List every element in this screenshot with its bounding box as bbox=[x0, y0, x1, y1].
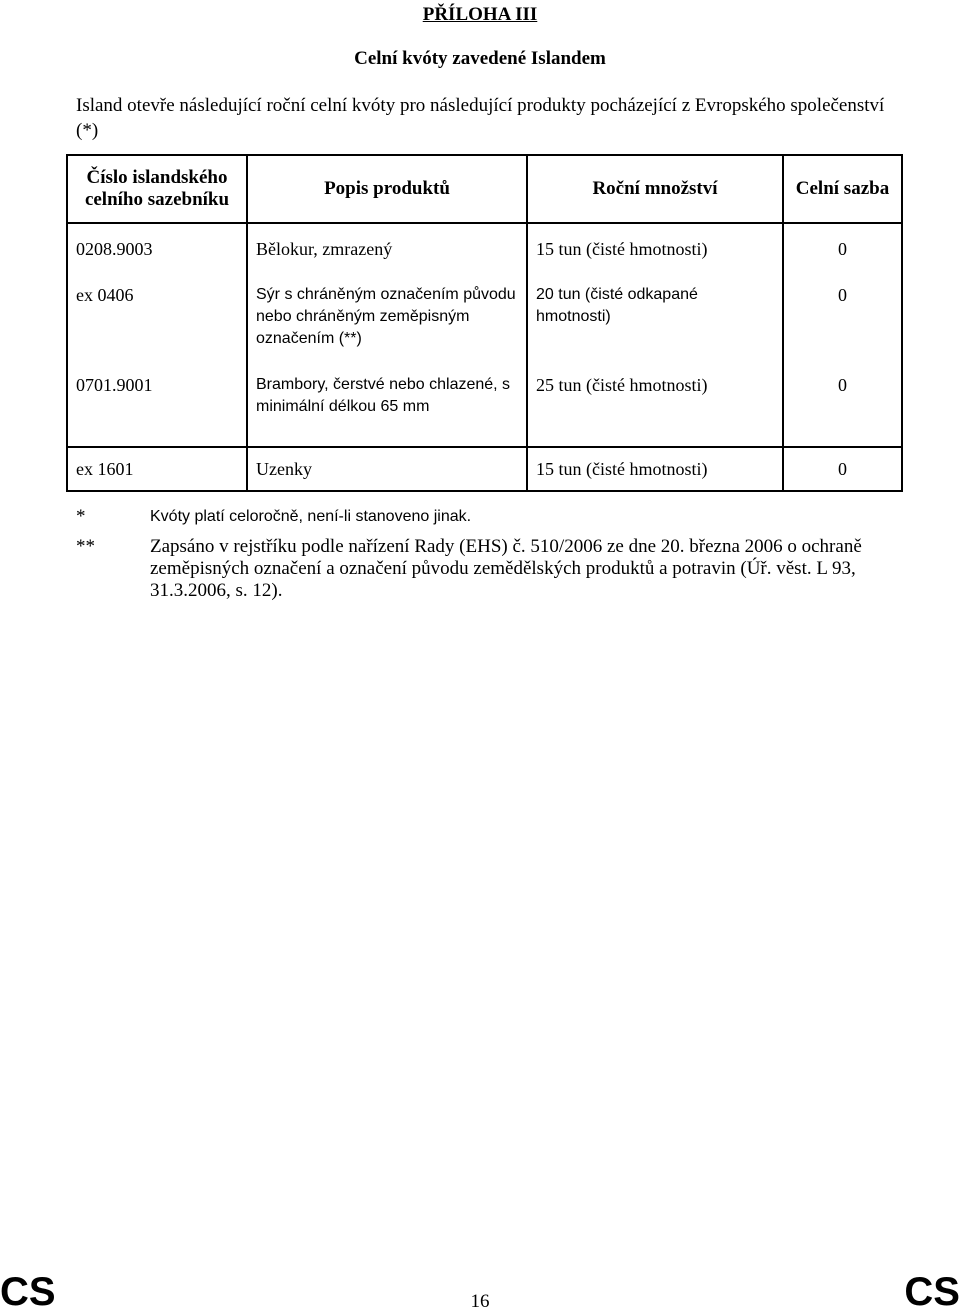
header-duty-rate: Celní sazba bbox=[783, 155, 902, 223]
cell-tariff-code: 0701.9001 bbox=[67, 360, 247, 447]
cell-duty-rate: 0 bbox=[783, 270, 902, 360]
table-row bbox=[67, 447, 902, 491]
table-row bbox=[67, 270, 902, 360]
language-code-right: CS bbox=[904, 1270, 960, 1314]
header-product-description: Popis produktů bbox=[247, 155, 527, 223]
cell-duty-rate: 0 bbox=[783, 447, 902, 491]
header-row bbox=[67, 155, 902, 223]
annex-title: PŘÍLOHA III bbox=[422, 4, 538, 25]
header-tariff-code: Číslo islandského celního sazebníku bbox=[67, 155, 247, 223]
table-body bbox=[67, 223, 902, 491]
cell-tariff-code: ex 0406 bbox=[67, 270, 247, 360]
cell-duty-rate: 0 bbox=[783, 360, 902, 447]
footnote-marker: ** bbox=[76, 536, 95, 557]
page-number: 16 bbox=[470, 1291, 490, 1312]
footnote-text: Zapsáno v rejstříku podle nařízení Rady (EHS) č. 510/2006 ze dne 20. března 2006 o ochraně zeměpisných označení a označení původu zemědělských produktů a potravin (Úř. věst. L 93, 31.3.2006, s. 12). bbox=[150, 536, 862, 601]
tariff-quota-table bbox=[66, 154, 903, 492]
cell-description: Sýr s chráněným označením původu nebo chráněným zeměpisným označením (**) bbox=[247, 270, 527, 360]
cell-quantity: 20 tun (čisté odkapané hmotnosti) bbox=[527, 270, 783, 360]
language-code-left: CS bbox=[0, 1270, 56, 1314]
document-subtitle: Celní kvóty zavedené Islandem bbox=[354, 48, 606, 69]
table-row bbox=[67, 360, 902, 447]
cell-description: Bělokur, zmrazený bbox=[247, 223, 527, 270]
cell-quantity: 15 tun (čisté hmotnosti) bbox=[527, 223, 783, 270]
footnote-marker: * bbox=[76, 506, 86, 527]
table-header bbox=[67, 155, 902, 223]
cell-quantity: 15 tun (čisté hmotnosti) bbox=[527, 447, 783, 491]
cell-tariff-code: ex 1601 bbox=[67, 447, 247, 491]
footnote bbox=[76, 506, 906, 528]
cell-quantity: 25 tun (čisté hmotnosti) bbox=[527, 360, 783, 447]
intro-paragraph: Island otevře následující roční celní kvóty pro následující produkty pocházející z Evropského společenství (*) bbox=[76, 95, 885, 141]
cell-description: Brambory, čerstvé nebo chlazené, s minimální délkou 65 mm bbox=[247, 360, 527, 447]
cell-tariff-code: 0208.9003 bbox=[67, 223, 247, 270]
footnote bbox=[76, 536, 906, 602]
cell-duty-rate: 0 bbox=[783, 223, 902, 270]
header-annual-quantity: Roční množství bbox=[527, 155, 783, 223]
cell-description: Uzenky bbox=[247, 447, 527, 491]
footnote-text: Kvóty platí celoročně, není-li stanoveno jinak. bbox=[150, 508, 472, 525]
table-row bbox=[67, 223, 902, 270]
footnotes bbox=[76, 506, 906, 610]
